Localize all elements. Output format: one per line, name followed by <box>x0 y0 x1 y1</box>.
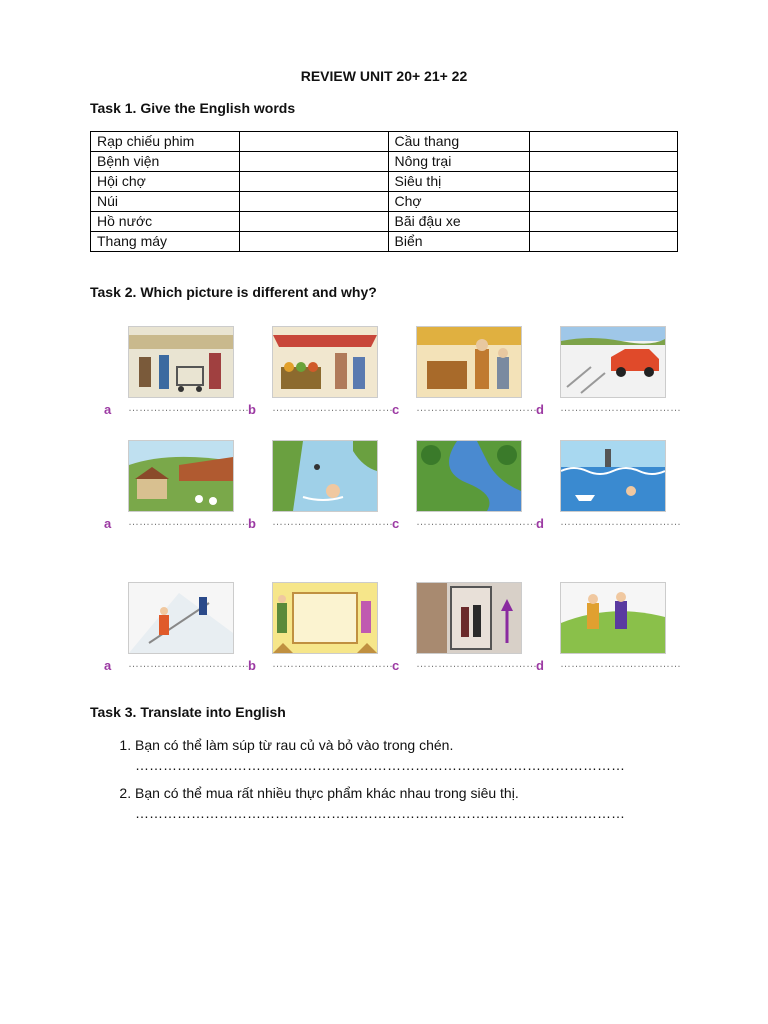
answer-blank[interactable]: …………………………… <box>560 658 681 670</box>
vietnamese-word: Thang máy <box>91 232 240 252</box>
vocab-table <box>90 131 678 252</box>
answer-cell[interactable] <box>240 132 388 152</box>
picture-row <box>90 582 702 682</box>
answer-cell[interactable] <box>529 152 677 172</box>
option-label: c <box>392 402 400 417</box>
option-label: d <box>536 402 544 417</box>
answer-blank[interactable]: …………………………… <box>560 516 681 528</box>
task1-heading: Task 1. Give the English words <box>90 100 296 116</box>
answer-blank[interactable]: …………………………… <box>416 402 537 414</box>
answer-cell[interactable] <box>529 212 677 232</box>
option-label: c <box>392 658 400 673</box>
answer-blank[interactable]: …………………………… <box>128 516 249 528</box>
river-scene-icon <box>416 440 522 512</box>
option-label: a <box>104 658 112 673</box>
lift-scene-icon <box>416 582 522 654</box>
vietnamese-word: Nông trại <box>388 152 529 172</box>
answer-blank[interactable]: …………………………… <box>272 402 393 414</box>
vocab-row <box>91 152 678 172</box>
vietnamese-word: Hội chợ <box>91 172 240 192</box>
translation-sentence: Bạn có thể mua rất nhiều thực phẩm khác nhau trong siêu thị. <box>135 785 519 801</box>
vietnamese-word: Chợ <box>388 192 529 212</box>
vietnamese-word: Bãi đậu xe <box>388 212 529 232</box>
answer-cell[interactable] <box>529 192 677 212</box>
option-label: b <box>248 516 256 531</box>
answer-cell[interactable] <box>529 172 677 192</box>
vietnamese-word: Bệnh viện <box>91 152 240 172</box>
answer-cell[interactable] <box>240 232 388 252</box>
answer-line[interactable]: …………………………………………………………………………………………… <box>135 757 625 773</box>
answer-blank[interactable]: …………………………… <box>272 516 393 528</box>
vocab-row <box>91 132 678 152</box>
hill-scene-icon <box>560 582 666 654</box>
option-label: b <box>248 658 256 673</box>
answer-cell[interactable] <box>240 192 388 212</box>
answer-blank[interactable]: …………………………… <box>416 658 537 670</box>
lake-scene-icon <box>272 440 378 512</box>
translation-list <box>90 735 695 831</box>
market-scene-icon <box>272 326 378 398</box>
picture-row <box>90 326 702 426</box>
option-label: a <box>104 402 112 417</box>
answer-cell[interactable] <box>240 152 388 172</box>
option-label: d <box>536 516 544 531</box>
farm-scene-icon <box>128 440 234 512</box>
answer-cell[interactable] <box>240 172 388 192</box>
shop-scene-icon <box>416 326 522 398</box>
vietnamese-word: Cầu thang <box>388 132 529 152</box>
option-label: c <box>392 516 400 531</box>
option-label: d <box>536 658 544 673</box>
answer-cell[interactable] <box>240 212 388 232</box>
answer-blank[interactable]: …………………………… <box>128 402 249 414</box>
vocab-row <box>91 212 678 232</box>
answer-blank[interactable]: …………………………… <box>560 402 681 414</box>
translation-item <box>135 735 695 775</box>
vietnamese-word: Hồ nước <box>91 212 240 232</box>
task3-heading: Task 3. Translate into English <box>90 704 286 720</box>
task2-heading: Task 2. Which picture is different and why? <box>90 284 377 300</box>
picture-row <box>90 440 702 540</box>
vietnamese-word: Biển <box>388 232 529 252</box>
answer-cell[interactable] <box>529 232 677 252</box>
translation-sentence: Bạn có thể làm súp từ rau củ và bỏ vào trong chén. <box>135 737 454 753</box>
vocab-row <box>91 172 678 192</box>
car-park-scene-icon <box>560 326 666 398</box>
answer-blank[interactable]: …………………………… <box>128 658 249 670</box>
page-title: REVIEW UNIT 20+ 21+ 22 <box>300 68 468 84</box>
answer-line[interactable]: …………………………………………………………………………………………… <box>135 805 625 821</box>
supermarket-scene-icon <box>128 326 234 398</box>
vocab-row <box>91 192 678 212</box>
translation-item <box>135 783 695 823</box>
option-label: a <box>104 516 112 531</box>
vocab-row <box>91 232 678 252</box>
option-label: b <box>248 402 256 417</box>
mountain-scene-icon <box>128 582 234 654</box>
vietnamese-word: Siêu thị <box>388 172 529 192</box>
stairs-scene-icon <box>272 582 378 654</box>
answer-cell[interactable] <box>529 132 677 152</box>
vietnamese-word: Rạp chiếu phim <box>91 132 240 152</box>
answer-blank[interactable]: …………………………… <box>416 516 537 528</box>
answer-blank[interactable]: …………………………… <box>272 658 393 670</box>
sea-scene-icon <box>560 440 666 512</box>
vietnamese-word: Núi <box>91 192 240 212</box>
